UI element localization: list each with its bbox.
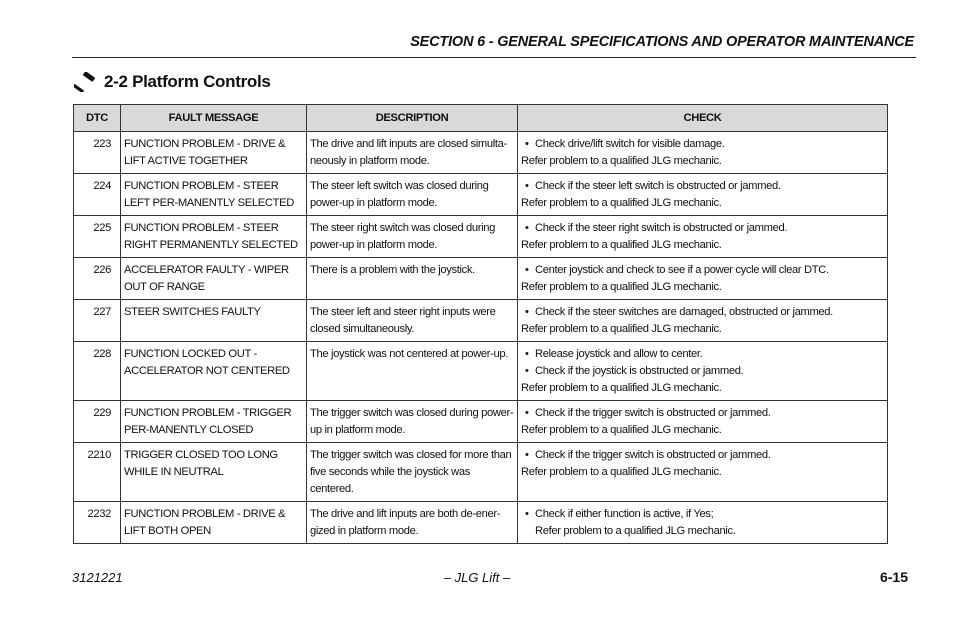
refer-note: Refer problem to a qualified JLG mechanic. xyxy=(521,197,722,209)
check-bullet-item: • Check if the trigger switch is obstructed or jammed. xyxy=(521,447,884,464)
check-cell xyxy=(518,258,888,300)
refer-note: Refer problem to a qualified JLG mechanic. xyxy=(521,424,722,436)
refer-note: Refer problem to a qualified JLG mechanic. xyxy=(521,323,722,335)
check-cell xyxy=(518,401,888,443)
dtc-code-cell: 2232 xyxy=(74,502,121,544)
description-cell: There is a problem with the joystick. xyxy=(307,258,518,300)
table-row xyxy=(74,502,888,544)
check-cell xyxy=(518,502,888,544)
description-cell: The trigger switch was closed for more than five seconds while the joystick was centered. xyxy=(307,443,518,502)
column-header-fault-message: FAULT MESSAGE xyxy=(121,105,307,132)
refer-note: Refer problem to a qualified JLG mechanic. xyxy=(521,281,722,293)
table-body xyxy=(74,132,888,544)
fault-message-cell: FUNCTION PROBLEM - DRIVE & LIFT BOTH OPEN xyxy=(121,502,307,544)
brand-footer: – JLG Lift – xyxy=(443,570,511,585)
check-cell xyxy=(518,174,888,216)
check-bullet-item: • Check if the steer left switch is obstructed or jammed. xyxy=(521,178,884,195)
fault-message-cell: ACCELERATOR FAULTY - WIPER OUT OF RANGE xyxy=(121,258,307,300)
check-cell xyxy=(518,132,888,174)
refer-note: Refer problem to a qualified JLG mechanic. xyxy=(521,382,722,394)
refer-note: Refer problem to a qualified JLG mechanic. xyxy=(535,525,736,537)
page-title-row xyxy=(74,72,271,92)
table-row xyxy=(74,132,888,174)
description-cell: The drive and lift inputs are both de-ener-gized in platform mode. xyxy=(307,502,518,544)
dtc-code-cell: 229 xyxy=(74,401,121,443)
dtc-code-cell: 223 xyxy=(74,132,121,174)
dtc-table xyxy=(73,104,888,544)
table-row xyxy=(74,342,888,401)
fault-message-cell: FUNCTION PROBLEM - DRIVE & LIFT ACTIVE TOGETHER xyxy=(121,132,307,174)
description-cell: The joystick was not centered at power-up. xyxy=(307,342,518,401)
check-bullet-item: • Check drive/lift switch for visible damage. xyxy=(521,136,884,153)
fault-message-cell: FUNCTION LOCKED OUT - ACCELERATOR NOT CENTERED xyxy=(121,342,307,401)
dtc-code-cell: 2210 xyxy=(74,443,121,502)
section-header: SECTION 6 - GENERAL SPECIFICATIONS AND OPERATOR MAINTENANCE xyxy=(410,34,914,50)
check-bullet-item: • Check if either function is active, if Yes; xyxy=(521,506,884,523)
description-cell: The drive and lift inputs are closed simulta-neously in platform mode. xyxy=(307,132,518,174)
refer-note: Refer problem to a qualified JLG mechanic. xyxy=(521,155,722,167)
check-cell xyxy=(518,443,888,502)
check-bullet-item: • Check if the trigger switch is obstructed or jammed. xyxy=(521,405,884,422)
fault-message-cell: FUNCTION PROBLEM - TRIGGER PER-MANENTLY CLOSED xyxy=(121,401,307,443)
description-cell: The steer left and steer right inputs were closed simultaneously. xyxy=(307,300,518,342)
table-row xyxy=(74,258,888,300)
column-header-description: DESCRIPTION xyxy=(307,105,518,132)
table-header-row xyxy=(74,105,888,132)
page-title: 2-2 Platform Controls xyxy=(104,72,271,91)
refer-note: Refer problem to a qualified JLG mechanic. xyxy=(521,239,722,251)
check-cell xyxy=(518,300,888,342)
header-divider xyxy=(72,57,916,58)
description-cell: The steer left switch was closed during power-up in platform mode. xyxy=(307,174,518,216)
description-cell: The steer right switch was closed during power-up in platform mode. xyxy=(307,216,518,258)
dtc-code-cell: 228 xyxy=(74,342,121,401)
description-cell: The trigger switch was closed during power-up in platform mode. xyxy=(307,401,518,443)
table-row xyxy=(74,174,888,216)
check-cell xyxy=(518,216,888,258)
doc-number: 3121221 xyxy=(72,570,123,585)
check-bullet-item: • Check if the steer switches are damaged, obstructed or jammed. xyxy=(521,304,884,321)
fault-message-cell: FUNCTION PROBLEM - STEER LEFT PER-MANENTLY SELECTED xyxy=(121,174,307,216)
check-bullet-item: • Check if the steer right switch is obstructed or jammed. xyxy=(521,220,884,237)
refer-note: Refer problem to a qualified JLG mechanic. xyxy=(521,466,722,478)
check-bullet-item: • Release joystick and allow to center. xyxy=(521,346,884,363)
fault-message-cell: TRIGGER CLOSED TOO LONG WHILE IN NEUTRAL xyxy=(121,443,307,502)
table-row xyxy=(74,300,888,342)
column-header-check: CHECK xyxy=(518,105,888,132)
fault-message-cell: FUNCTION PROBLEM - STEER RIGHT PERMANENTLY SELECTED xyxy=(121,216,307,258)
check-cell xyxy=(518,342,888,401)
check-bullet-item: • Check if the joystick is obstructed or jammed. xyxy=(521,363,884,380)
fault-message-cell: STEER SWITCHES FAULTY xyxy=(121,300,307,342)
dtc-code-cell: 224 xyxy=(74,174,121,216)
dtc-code-cell: 226 xyxy=(74,258,121,300)
hammer-icon xyxy=(74,72,98,92)
page-number: 6-15 xyxy=(879,569,908,585)
table-row xyxy=(74,216,888,258)
dtc-code-cell: 225 xyxy=(74,216,121,258)
table-row xyxy=(74,401,888,443)
column-header-dtc: DTC xyxy=(74,105,121,132)
dtc-code-cell: 227 xyxy=(74,300,121,342)
check-bullet-item: • Center joystick and check to see if a power cycle will clear DTC. xyxy=(521,262,884,279)
table-row xyxy=(74,443,888,502)
